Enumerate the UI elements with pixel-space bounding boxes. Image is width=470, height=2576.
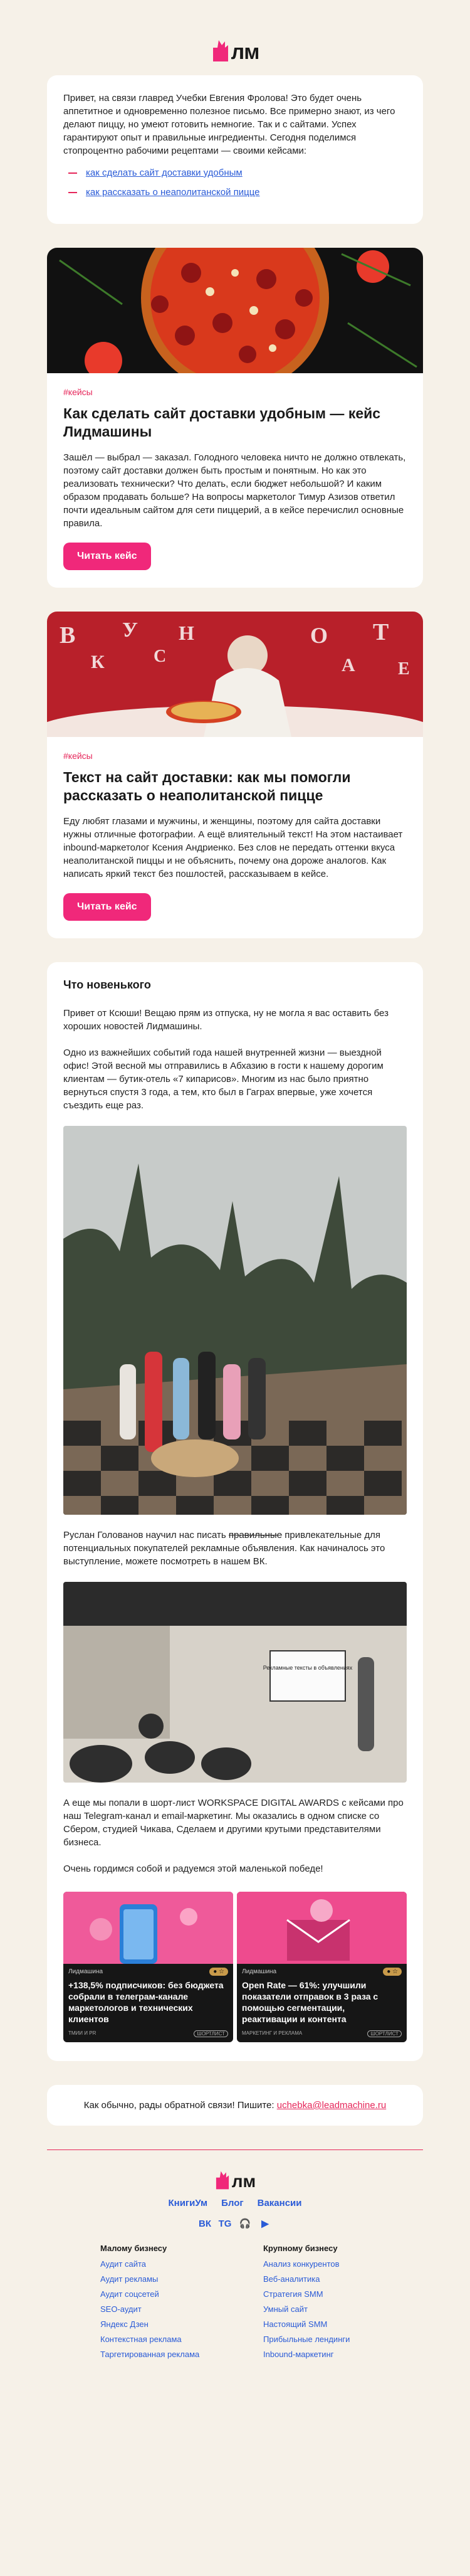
intro-link-item	[63, 186, 407, 199]
intro-link-item	[63, 166, 407, 179]
footer-col-title: Малому бизнесу	[100, 2244, 167, 2253]
footer-link[interactable]: Таргетированная реклама	[100, 2350, 200, 2359]
footer-col-title: Крупному бизнесу	[263, 2244, 338, 2253]
feedback-email-link[interactable]: uchebka@leadmachine.ru	[276, 2100, 387, 2111]
promo-title: Open Rate — 61%: улучшили показатели отправок в 3 раза с помощью сегментации, реактивации и контента	[242, 1980, 379, 2024]
footer-logo[interactable]	[0, 2170, 470, 2190]
footer-nav-blog[interactable]: Блог	[221, 2198, 244, 2208]
footer-col-large-business	[263, 2244, 370, 2365]
intro-links	[63, 166, 407, 199]
promo-title: +138,5% подписчиков: без бюджета собрали в телеграм-канале маркетологов и технических клиентов	[68, 1980, 224, 2024]
intro-link[interactable]: как сделать сайт доставки удобным	[86, 167, 243, 178]
feedback-card	[47, 2085, 423, 2126]
news-paragraph	[63, 1529, 407, 1568]
article-title[interactable]: Текст на сайт доставки: как мы помогли рассказать о неаполитанской пицце	[63, 769, 351, 803]
video-icon[interactable]: ▶	[261, 2218, 269, 2229]
promo-badge: ● ☆	[209, 1968, 228, 1976]
team-photo-illustration	[63, 1126, 407, 1515]
telegram-icon[interactable]: TG	[218, 2218, 232, 2229]
news-paragraph: Одно из важнейших событий года нашей внутренней жизни — выездной офис! Этой весной мы отправились в Абхазию в гости к нашему дорогим клиентам — бутик-отель «7 кипарисов». Многим из нас было приятно вернуться спустя 3 года, а тем, кто был в Гаграх впервые, уже хочется съездить еще раз.	[63, 1047, 384, 1111]
article-card	[47, 612, 423, 938]
svg-text:У: У	[122, 618, 138, 642]
letters-image[interactable]	[47, 612, 423, 737]
promo-footer	[68, 2030, 228, 2037]
promo-phone-illustration	[63, 1892, 233, 1964]
news-title: Что новенького	[63, 978, 151, 991]
promo-image	[63, 1892, 233, 1964]
hand-logo-icon	[214, 2170, 231, 2190]
promo-shortlist: ШОРТЛИСТ	[367, 2030, 402, 2037]
footer-link[interactable]: Яндекс Дзен	[100, 2319, 149, 2329]
svg-text:С: С	[154, 647, 167, 666]
promo-envelope-illustration	[237, 1892, 407, 1964]
footer-link[interactable]: Аудит рекламы	[100, 2274, 159, 2284]
letters-illustration	[47, 612, 423, 737]
footer-link[interactable]: Настоящий SMM	[263, 2319, 328, 2329]
promo-meta	[63, 1964, 233, 1976]
footer-link[interactable]: Inbound-маркетинг	[263, 2350, 334, 2359]
promo-footer	[242, 2030, 402, 2037]
footer-link[interactable]: Прибыльные лендинги	[263, 2335, 350, 2344]
svg-text:К: К	[91, 652, 105, 672]
footer-link[interactable]: Веб-аналитика	[263, 2274, 320, 2284]
pizza-image[interactable]	[47, 248, 423, 373]
promo-badge: ● ☆	[383, 1968, 402, 1976]
dash-icon	[68, 172, 77, 174]
vk-icon[interactable]: ВК	[199, 2218, 211, 2229]
footer-columns	[0, 2244, 470, 2365]
footer-link[interactable]: Аудит соцсетей	[100, 2289, 159, 2299]
article-title[interactable]: Как сделать сайт доставки удобным — кейс Лидмашины	[63, 405, 381, 440]
seminar-photo	[63, 1582, 407, 1783]
logo-text: лм	[231, 2171, 256, 2191]
footer-nav-books[interactable]: КнигиУм	[168, 2198, 208, 2208]
article-card	[47, 248, 423, 588]
footer-link[interactable]: Умный сайт	[263, 2304, 308, 2314]
promo-grid	[63, 1892, 407, 2042]
footer-divider	[47, 2149, 423, 2150]
svg-text:Т: Т	[373, 619, 389, 645]
svg-text:О: О	[310, 623, 328, 648]
promo-image	[237, 1892, 407, 1964]
article-tag[interactable]: #кейсы	[63, 751, 93, 761]
header-logo[interactable]	[0, 0, 470, 63]
feedback-text: Как обычно, рады обратной связи! Пишите:	[83, 2100, 277, 2111]
svg-text:Н: Н	[179, 622, 194, 644]
footer-link[interactable]: SEO-аудит	[100, 2304, 142, 2314]
news-paragraph: А еще мы попали в шорт-лист WORKSPACE DIGITAL AWARDS с кейсами про наш Telegram-канал и email-маркетинг. Мы оказались в одном списке со Сбером, студией Чикава, Сделаем и другими крутыми представителями бизнеса.	[63, 1798, 404, 1848]
seminar-photo-illustration	[63, 1582, 407, 1783]
article-tag[interactable]: #кейсы	[63, 387, 93, 397]
news-text-before: Руслан Голованов научил нас писать	[63, 1530, 229, 1540]
article-text: Зашёл — выбрал — заказал. Голодного человека ничто не должно отвлекать, поэтому сайт доставки должен быть простым и понятным. Но как это реализовать технически? Что делать, если бюджет небольшой? И каким образом продавать больше? На вопросы маркетолог Тимур Азизов ответил почти идеальным сайтом для сети пиццерий, а в кейсе перечислил основные правила.	[63, 452, 406, 529]
news-strike-text: правильные	[228, 1530, 283, 1540]
promo-category: ТМИИ И PR	[68, 2030, 97, 2036]
hand-logo-icon	[211, 39, 230, 63]
svg-text:А: А	[342, 655, 355, 676]
news-text-after: привлекательные для потенциальных покупателей рекламные объявления. Как начиналось это выступление, можете посмотреть в нашем ВК.	[63, 1530, 385, 1567]
footer-link[interactable]: Стратегия SMM	[263, 2289, 323, 2299]
footer-nav-jobs[interactable]: Вакансии	[257, 2198, 302, 2208]
read-case-button[interactable]: Читать кейс	[63, 893, 151, 921]
social-links	[0, 2217, 470, 2230]
news-paragraph: Очень гордимся собой и радуемся этой маленькой победе!	[63, 1863, 323, 1874]
promo-meta	[237, 1964, 407, 1976]
footer-link[interactable]: Аудит сайта	[100, 2259, 147, 2269]
footer-link[interactable]: Контекстная реклама	[100, 2335, 182, 2344]
footer-link[interactable]: Анализ конкурентов	[263, 2259, 340, 2269]
intro-text: Привет, на связи главред Учебки Евгения Фролова! Это будет очень аппетитное и одновременно полезное письмо. Все примерно знают, из чего делают пиццу, но умеют готовить немногие. Так и с сайтами. Успех гарантируют опыт и правильные ингредиенты. Сегодня поделимся стопроцентно рабочими рецептами — своими кейсами:	[63, 93, 395, 156]
article-text: Еду любят глазами и мужчины, и женщины, поэтому для сайта доставки нужны отличные фотографии. А ещё влиятельный текст! На этом настаивает inbound-маркетолог Ксения Андриенко. Без слов не передать оттенки вкуса неаполитанской пиццы и не объяснить, почему она дороже аналогов. Как написать яркий текст без пошлостей, рассказываем в кейсе.	[63, 816, 403, 879]
svg-text:В: В	[60, 622, 76, 649]
promo-brand: Лидмашина	[242, 1968, 277, 1975]
news-paragraph: Привет от Ксюши! Вещаю прям из отпуска, ну не могла я вас оставить без хороших новостей Лидмашины.	[63, 1008, 389, 1032]
dash-icon	[68, 192, 77, 193]
intro-card	[47, 75, 423, 224]
read-case-button[interactable]: Читать кейс	[63, 543, 151, 570]
slide-text: Рекламные тексты в объявлениях	[263, 1665, 353, 1671]
promo-card[interactable]	[237, 1892, 407, 2042]
promo-card[interactable]	[63, 1892, 233, 2042]
team-photo	[63, 1126, 407, 1515]
promo-brand: Лидмашина	[68, 1968, 103, 1975]
intro-link[interactable]: как рассказать о неаполитанской пицце	[86, 187, 260, 198]
footer-nav	[0, 2198, 470, 2208]
footer-col-small-business	[100, 2244, 207, 2365]
news-card	[47, 962, 423, 2061]
promo-category: МАРКЕТИНГ И РЕКЛАМА	[242, 2030, 303, 2036]
pizza-illustration	[47, 248, 423, 373]
svg-text:Е: Е	[398, 659, 410, 679]
podcast-icon[interactable]: 🎧	[239, 2218, 251, 2229]
logo-text: лм	[231, 40, 259, 64]
promo-shortlist: ШОРТЛИСТ	[194, 2030, 228, 2037]
